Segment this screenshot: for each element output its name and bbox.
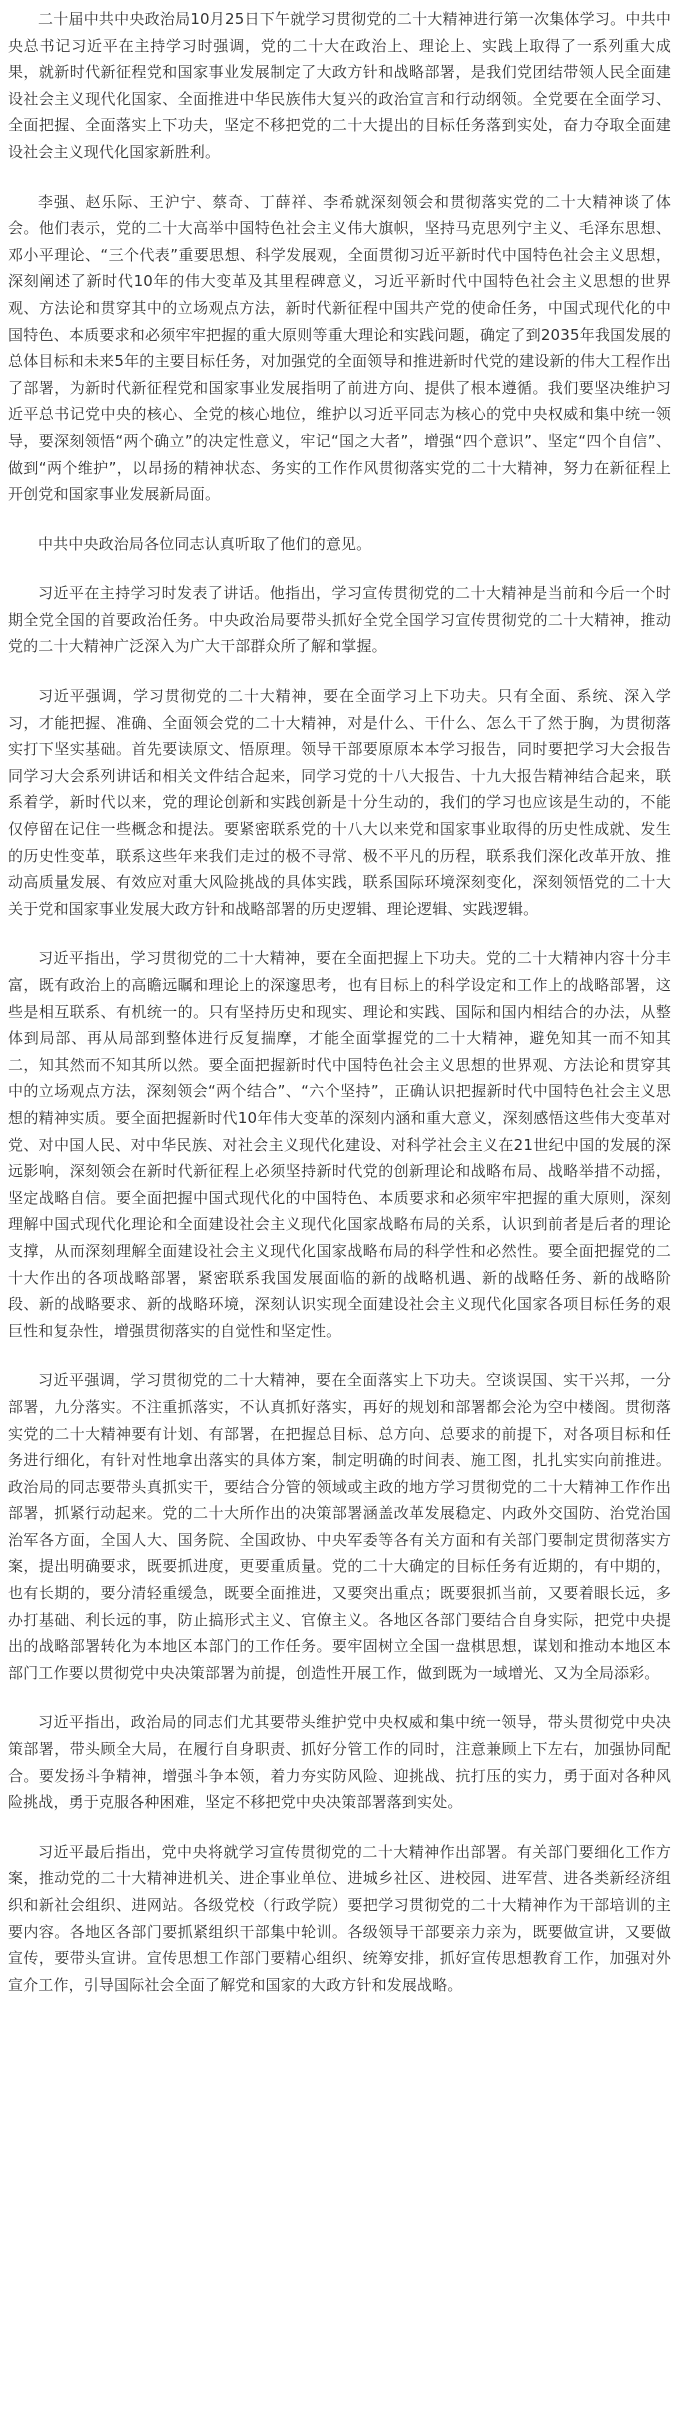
paragraph-politburo-listened: 中共中央政治局各位同志认真听取了他们的意见。 <box>38 534 372 553</box>
paragraph-conclusion: 习近平最后指出，党中央将就学习宣传贯彻党的二十大精神作出部署。有关部门要细化工作方案，推动党的二十大精神进机关、进企事业单位、进城乡社区、进校园、进军营、进各类新经济组织和新社会组织、进网站。各级党校（行政学院）要把学习贯彻党的二十大精神作为干部培训的主要内容。各地区各部门要抓紧组织干部集中轮训。各级领导干部要亲力亲为，既要做宣讲，又要做宣传，要带头宣讲。宣传思想工作部门要精心组织、统筹安排，抓好宣传思想教育工作，加强对外宣介工作，引导国际社会全面了解党和国家的大政方针和发展战略。 <box>8 1842 671 1994</box>
paragraph-member-remarks: 李强、赵乐际、王沪宁、蔡奇、丁薛祥、李希就深刻领会和贯彻落实党的二十大精神谈了体会。他们表示，党的二十大高举中国特色社会主义伟大旗帜，坚持马克思列宁主义、毛泽东思想、邓小平理论、“三个代表”重要思想、科学发展观，全面贯彻习近平新时代中国特色社会主义思想，深刻阐述了新时代10年的伟大变革及其里程碑意义，习近平新时代中国特色社会主义思想的世界观、方法论和贯穿其中的立场观点方法，新时代新征程中国共产党的使命任务，中国式现代化的中国特色、本质要求和必须牢牢把握的重大原则等重大理论和实践问题，确定了到2035年我国发展的总体目标和未来5年的主要目标任务，对加强党的全面领导和推进新时代党的建设新的伟大工程作出了部署，为新时代新征程党和国家事业发展指明了前进方向、提供了根本遵循。我们要坚决维护习近平总书记党中央的核心、全党的核心地位，维护以习近平同志为核心的党中央权威和集中统一领导，要深刻领悟“两个确立”的决定性意义，牢记“国之大者”，增强“四个意识”、坚定“四个自信”、做到“两个维护”，以昂扬的精神状态、务实的工作作风贯彻落实党的二十大精神，努力在新征程上开创党和国家事业发展新局面。 <box>8 192 671 504</box>
paragraph-comprehensive-grasp: 习近平指出，学习贯彻党的二十大精神，要在全面把握上下功夫。党的二十大精神内容十分丰富，既有政治上的高瞻远瞩和理论上的深邃思考，也有目标上的科学设定和工作上的战略部署，这些是相互联系、有机统一的。只有坚持历史和现实、理论和实践、国际和国内相结合的办法，从整体到局部、再从局部到整体进行反复揣摩，才能全面掌握党的二十大精神，避免知其一而不知其二，知其然而不知其所以然。要全面把握新时代中国特色社会主义思想的世界观、方法论和贯穿其中的立场观点方法，深刻领会“两个结合”、“六个坚持”，正确认识把握新时代中国特色社会主义思想的精神实质。要全面把握新时代10年伟大变革的深刻内涵和重大意义，深刻感悟这些伟大变革对党、对中国人民、对中华民族、对社会主义现代化建设、对科学社会主义在21世纪中国的发展的深远影响，深刻领会在新时代新征程上必须坚持新时代党的创新理论和战略布局、战略举措不动摇，坚定战略自信。要全面把握中国式现代化的中国特色、本质要求和必须牢牢把握的重大原则，深刻理解中国式现代化理论和全面建设社会主义现代化国家战略布局的关系，认识到前者是后者的理论支撑，从而深刻理解全面建设社会主义现代化国家战略布局的科学性和必然性。要全面把握党的二十大作出的各项战略部署，紧密联系我国发展面临的新的战略机遇、新的战略任务、新的战略阶段、新的战略要求、新的战略环境，深刻认识实现全面建设社会主义现代化国家各项目标任务的艰巨性和复杂性，增强贯彻落实的自觉性和坚定性。 <box>8 949 671 1340</box>
paragraph-comprehensive-implementation: 习近平强调，学习贯彻党的二十大精神，要在全面落实上下功夫。空谈误国、实干兴邦，一分部署，九分落实。不注重抓落实，不认真抓好落实，再好的规划和部署都会沦为空中楼阁。贯彻落实党的二十大精神要有计划、有部署，在把握总目标、总方向、总要求的前提下，对各项目标和任务进行细化，有针对性地拿出落实的具体方案，制定明确的时间表、施工图，扎扎实实向前推进。政治局的同志要带头真抓实干，要结合分管的领域或主政的地方学习贯彻党的二十大精神工作作出部署，抓紧行动起来。党的二十大所作出的决策部署涵盖改革发展稳定、内政外交国防、治党治国治军各方面，全国人大、国务院、全国政协、中央军委等各有关方面和有关部门要制定贯彻落实方案，提出明确要求，既要抓进度，更要重质量。党的二十大确定的目标任务有近期的，有中期的，也有长期的，要分清轻重缓急，既要全面推进，又要突出重点；既要狠抓当前，又要着眼长远，多办打基础、利长远的事，防止搞形式主义、官僚主义。各地区各部门要结合自身实际，把党中央提出的战略部署转化为本地区本部门的工作任务。要牢固树立全国一盘棋思想，谋划和推动本地区本部门工作要以贯彻党中央决策部署为前提，创造性开展工作，做到既为一域增光、又为全局添彩。 <box>8 1371 671 1682</box>
paragraph-politburo-leadership: 习近平指出，政治局的同志们尤其要带头维护党中央权威和集中统一领导，带头贯彻党中央决策部署，带头顾全大局，在履行自身职责、抓好分管工作的同时，注意兼顾上下左右，加强协同配合。要发扬斗争精神，增强斗争本领，着力夯实防风险、迎挑战、抗打压的实力，勇于面对各种风险挑战，勇于克服各种困难，坚定不移把党中央决策部署落到实处。 <box>8 1713 671 1812</box>
paragraph-speech-intro: 习近平在主持学习时发表了讲话。他指出，学习宣传贯彻党的二十大精神是当前和今后一个时期全党全国的首要政治任务。中央政治局要带头抓好全党全国学习宣传贯彻党的二十大精神，推动党的二十大精神广泛深入为广大干部群众所了解和掌握。 <box>8 584 671 656</box>
paragraph-comprehensive-study: 习近平强调，学习贯彻党的二十大精神，要在全面学习上下功夫。只有全面、系统、深入学习，才能把握、准确、全面领会党的二十大精神，对是什么、干什么、怎么干了然于胸，为贯彻落实打下坚实基础。首先要读原文、悟原理。领导干部要原原本本学习报告，同时要把学习大会报告同学习大会系列讲话和相关文件结合起来，同学习党的十八大报告、十九大报告精神结合起来，联系着学，新时代以来，党的理论创新和实践创新是十分生动的，我们的学习也应该是生动的，不能仅停留在记住一些概念和提法。要紧密联系党的十八大以来党和国家事业取得的历史性成就、发生的历史性变革，联系这些年来我们走过的极不寻常、极不平凡的历程，联系我们深化改革开放、推动高质量发展、有效应对重大风险挑战的具体实践，联系国际环境深刻变化，深刻领悟党的二十大关于党和国家事业发展大政方针和战略部署的历史逻辑、理论逻辑、实践逻辑。 <box>8 687 671 918</box>
paragraph-intro: 二十届中共中央政治局10月25日下午就学习贯彻党的二十大精神进行第一次集体学习。中共中央总书记习近平在主持学习时强调，党的二十大在政治上、理论上、实践上取得了一系列重大成果，就新时代新征程党和国家事业发展制定了大政方针和战略部署，是我们党团结带领人民全面建设社会主义现代化国家、全面推进中华民族伟大复兴的政治宣言和行动纲领。全党要在全面学习、全面把握、全面落实上下功夫，坚定不移把党的二十大提出的目标任务落到实处，奋力夺取全面建设社会主义现代化国家新胜利。 <box>8 10 671 161</box>
